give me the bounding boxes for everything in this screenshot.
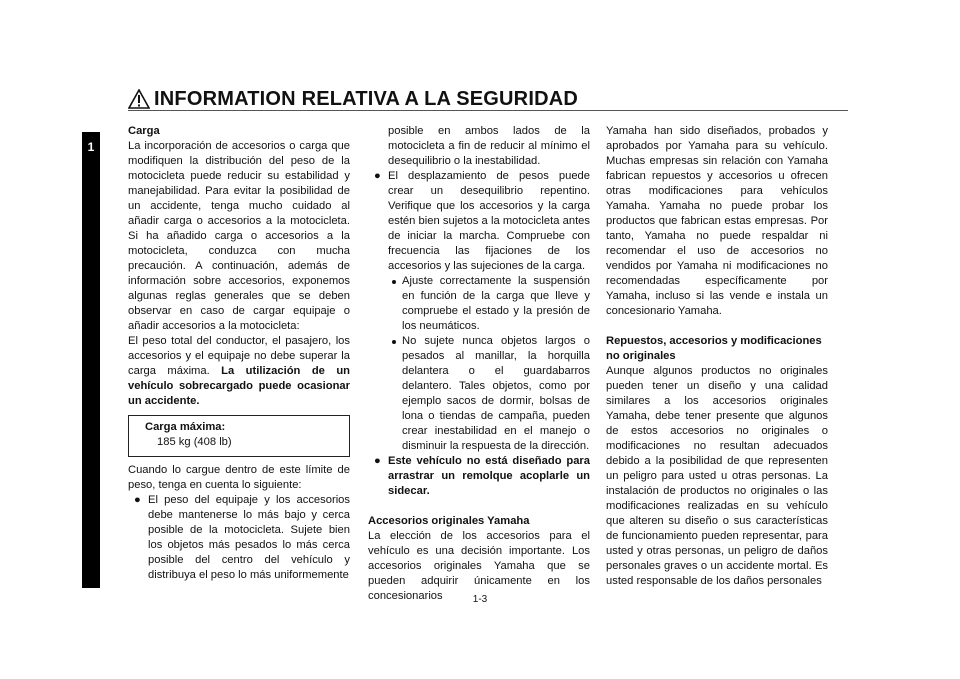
page-number: 1-3: [472, 594, 488, 605]
paragraph-total-weight: [128, 334, 350, 409]
sub-bullet-icon: [392, 340, 396, 344]
list-item: [128, 493, 350, 583]
sub-list-item: [368, 274, 590, 334]
bullet-icon: ●: [134, 494, 141, 506]
max-load-box: [128, 415, 350, 457]
list-item: [368, 454, 590, 499]
page-header: [128, 88, 848, 110]
bullet-icon: ●: [374, 170, 381, 182]
sub-bullet-text: Ajuste correctamente la suspensión en función de la carga que lleve y compruebe el estado y la presión de los neumáticos.: [402, 275, 590, 332]
max-load-value: 185 kg (408 lb): [157, 436, 232, 448]
section-heading-repuestos: Repuestos, accesorios y modificaciones no originales: [606, 335, 822, 362]
bullet-continuation: posible en ambos lados de la motocicleta a fin de reducir al mínimo el desequilibrio o la inestabilidad.: [388, 125, 590, 167]
sub-list-item: [368, 334, 590, 454]
column-1: [128, 124, 350, 583]
bullet-icon: ●: [374, 455, 381, 467]
section-heading-carga: Carga: [128, 125, 160, 137]
paragraph-load-limit: Cuando lo cargue dentro de este límite de peso, tenga en cuenta lo siguiente:: [128, 464, 350, 491]
bullet-text: El peso del equipaje y los accesorios debe mantenerse lo más bajo y cerca posible de la motocicleta. Sujete bien los objetos más pesados lo más cerca posible del centro del vehículo y distribuya el peso lo más uniformemente: [148, 494, 350, 581]
chapter-number: 1: [87, 140, 95, 154]
paragraph-intro: La incorporación de accesorios o carga que modifiquen la distribución del peso de la motocicleta puede reducir su estabilidad y manejabilidad. Para evitar la posibilidad de un accidente, tenga mucho cuidado al añadir carga o accesorios a la motocicleta. Si ha añadido carga o accesorios a la motocicleta, conduzca con mucha precaución. A continuación, además de información sobre accesorios, exponemos algunas reglas generales que se deben observar en caso de cargar equipaje o añadir accesorios a la motocicleta:: [128, 140, 350, 332]
header-rule: [128, 110, 848, 111]
paragraph-repuestos: Aunque algunos productos no originales pueden tener un diseño y una calidad similares a los accesorios originales Yamaha, debe tener presente que algunos de estos accesorios no originales o modificaciones no resultan adecuados debido a la posibilidad de que representen un peligro para usted u otras personas. La instalación de productos no originales o las modificaciones realizadas en su vehículo que alteren su diseño o sus características de funcionamiento pueden representar, para usted y otras personas, un peligro de daños personales graves o un accidente mortal. Es usted responsable de los daños personales: [606, 365, 828, 587]
chapter-tab: [82, 132, 100, 588]
paragraph-accesorios-cont: Yamaha han sido diseñados, probados y aprobados por Yamaha para su vehículo. Muchas empresas sin relación con Yamaha fabrican repuestos y accesorios u ofrecen otras modificaciones para vehículos Yamaha. Yamaha no puede probar los productos que fabrican estas empresas. Por tanto, Yamaha no puede respaldar ni recomendar el uso de accesorios no vendidos por Yamaha ni modificaciones no recomendadas específicamente por Yamaha, incluso si las vende e instala un concesionario Yamaha.: [606, 125, 828, 317]
bullet-text: El desplazamiento de pesos puede crear un desequilibrio repentino. Verifique que los accesorios y la carga estén bien sujetos a la motocicleta antes de iniciar la marcha. Compruebe con frecuencia las fijaciones de los accesorios y las sujeciones de la carga.: [388, 170, 590, 272]
list-item: [368, 169, 590, 274]
paragraph-accesorios: La elección de los accesorios para el vehículo es una decisión importante. Los accesorios originales Yamaha que se pueden adquirir únicamente en los concesionarios: [368, 530, 590, 602]
column-3: [606, 124, 828, 589]
max-load-label: Carga máxima:: [145, 421, 226, 433]
sub-bullet-icon: [392, 280, 396, 284]
page-title: INFORMATION RELATIVA A LA SEGURIDAD: [154, 88, 579, 110]
total-weight-text: El peso total del conductor, el pasajero, los accesorios y el equipaje no debe superar la carga máxima.: [128, 335, 350, 377]
warning-triangle-icon: [128, 89, 150, 109]
sub-bullet-text: No sujete nunca objetos largos o pesados al manillar, la horquilla delantera o el guardabarros delantero. Tales objetos, como por ejemplo sacos de dormir, bolsas de lona o tiendas de campaña, pueden crear inestabilidad en el manejo o disminuir la respuesta de la dirección.: [402, 335, 590, 452]
column-2: [368, 124, 590, 604]
bullet-text: Este vehículo no está diseñado para arrastrar un remolque acoplarle un sidecar.: [388, 455, 590, 497]
section-heading-accesorios: Accesorios originales Yamaha: [368, 515, 530, 527]
total-weight-warning: La utilización de un vehículo sobrecargado puede ocasionar un accidente.: [128, 365, 350, 407]
